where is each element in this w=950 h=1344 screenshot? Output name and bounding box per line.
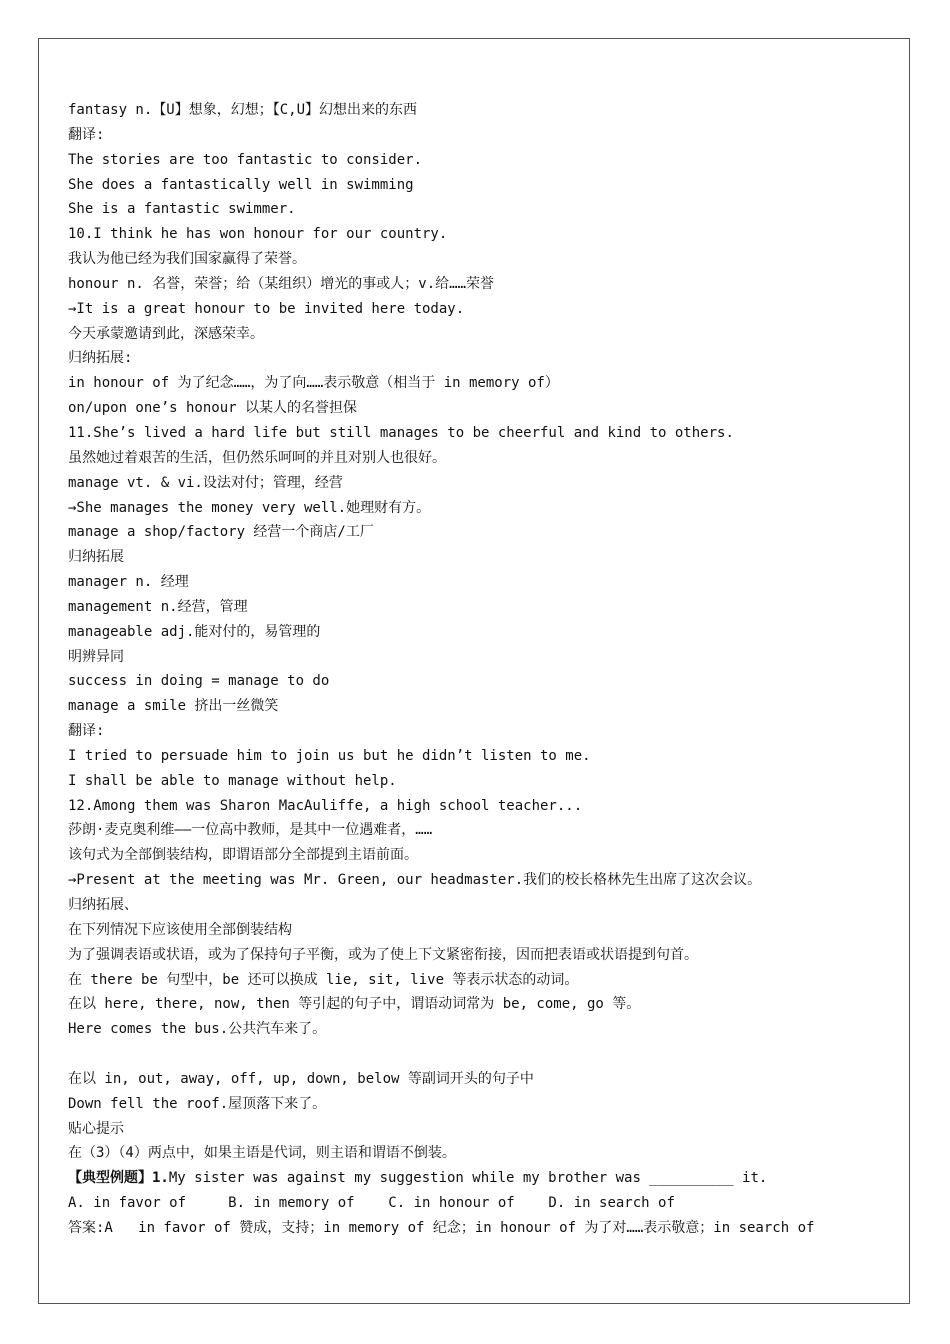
text-line: 贴心提示: [68, 1120, 124, 1137]
example-label: 【典型例题】1.: [68, 1170, 169, 1187]
text-line: manageable adj.能对付的，易管理的: [68, 623, 321, 640]
text-line: 翻译:: [68, 723, 105, 740]
text-line: →It is a great honour to be invited here today.: [68, 300, 465, 317]
text-line: I tried to persuade him to join us but he didn’t listen to me.: [68, 747, 591, 764]
text-line: manage a shop/factory 经营一个商店/工厂: [68, 524, 374, 541]
text-line: 归纳拓展:: [68, 350, 133, 367]
text-line: The stories are too fantastic to consider.: [68, 151, 423, 168]
text-line: 今天承蒙邀请到此，深感荣幸。: [68, 325, 264, 342]
text-line: 归纳拓展、: [68, 897, 138, 913]
text-line: 在（3）（4）两点中，如果主语是代词，则主语和谓语不倒装。: [68, 1145, 456, 1162]
blank-line: [68, 1042, 898, 1067]
text-line: 11.She’s lived a hard life but still manages to be cheerful and kind to others.: [68, 424, 734, 441]
text-line: →She manages the money very well.她理财有方。: [68, 499, 431, 516]
text-line: 10.I think he has won honour for our country.: [68, 226, 448, 243]
text-line: on/upon one’s honour 以某人的名誉担保: [68, 400, 358, 417]
text-line: 为了强调表语或状语，或为了保持句子平衡，或为了使上下文紧密衔接，因而把表语或状语提到句首。: [68, 946, 698, 963]
text-line: management n.经营，管理: [68, 598, 248, 615]
text-line: 在下列情况下应该使用全部倒装结构: [68, 921, 292, 938]
text-line: 莎朗·麦克奥利维——一位高中教师，是其中一位遇难者，……: [68, 822, 433, 839]
text-line: 在以 in, out, away, off, up, down, below 等副词开头的句子中: [68, 1070, 534, 1087]
text-line: 该句式为全部倒装结构，即谓语部分全部提到主语前面。: [68, 847, 418, 864]
text-line: 明辨异同: [68, 648, 124, 665]
example-question-line: [68, 1166, 898, 1191]
example-question: My sister was against my suggestion while my brother was __________ it.: [168, 1170, 768, 1187]
text-line: Down fell the roof.屋顶落下来了。: [68, 1095, 327, 1112]
text-line: 翻译:: [68, 126, 105, 143]
text-line: 在 there be 句型中，be 还可以换成 lie, sit, live 等表示状态的动词。: [68, 971, 579, 988]
text-line: manage a smile 挤出一丝微笑: [68, 698, 279, 715]
text-line: I shall be able to manage without help.: [68, 772, 397, 789]
text-line: 我认为他已经为我们国家赢得了荣誉。: [68, 251, 306, 268]
text-line: 在以 here, there, now, then 等引起的句子中，谓语动词常为 be, come, go 等。: [68, 996, 641, 1013]
text-line: in honour of 为了纪念……，为了向……表示敬意（相当于 in memory of）: [68, 375, 559, 392]
text-line: manage vt. & vi.设法对付；管理，经营: [68, 474, 343, 491]
text-line: Here comes the bus.公共汽车来了。: [68, 1021, 327, 1038]
text-line: 归纳拓展: [68, 549, 124, 566]
document-body: [68, 98, 898, 1241]
example-answer: 答案:A in favor of 赞成，支持；in memory of 纪念；in honour of 为了对……表示敬意；in search of: [68, 1219, 815, 1236]
text-line: →Present at the meeting was Mr. Green, our headmaster.我们的校长格林先生出席了这次会议。: [68, 872, 762, 889]
text-line: 12.Among them was Sharon MacAuliffe, a high school teacher...: [68, 797, 583, 814]
text-line: 虽然她过着艰苦的生活，但仍然乐呵呵的并且对别人也很好。: [68, 449, 446, 466]
text-line: She is a fantastic swimmer.: [68, 201, 296, 218]
text-line: success in doing = manage to do: [68, 673, 330, 690]
example-options: A. in favor of B. in memory of C. in honour of D. in search of: [68, 1195, 675, 1212]
text-line: manager n. 经理: [68, 574, 189, 591]
text-line: She does a fantastically well in swimming: [68, 176, 414, 193]
text-line: fantasy n.【U】想象，幻想；【C,U】幻想出来的东西: [68, 102, 418, 118]
text-line: honour n. 名誉，荣誉；给（某组织）增光的事或人；v.给……荣誉: [68, 275, 495, 292]
